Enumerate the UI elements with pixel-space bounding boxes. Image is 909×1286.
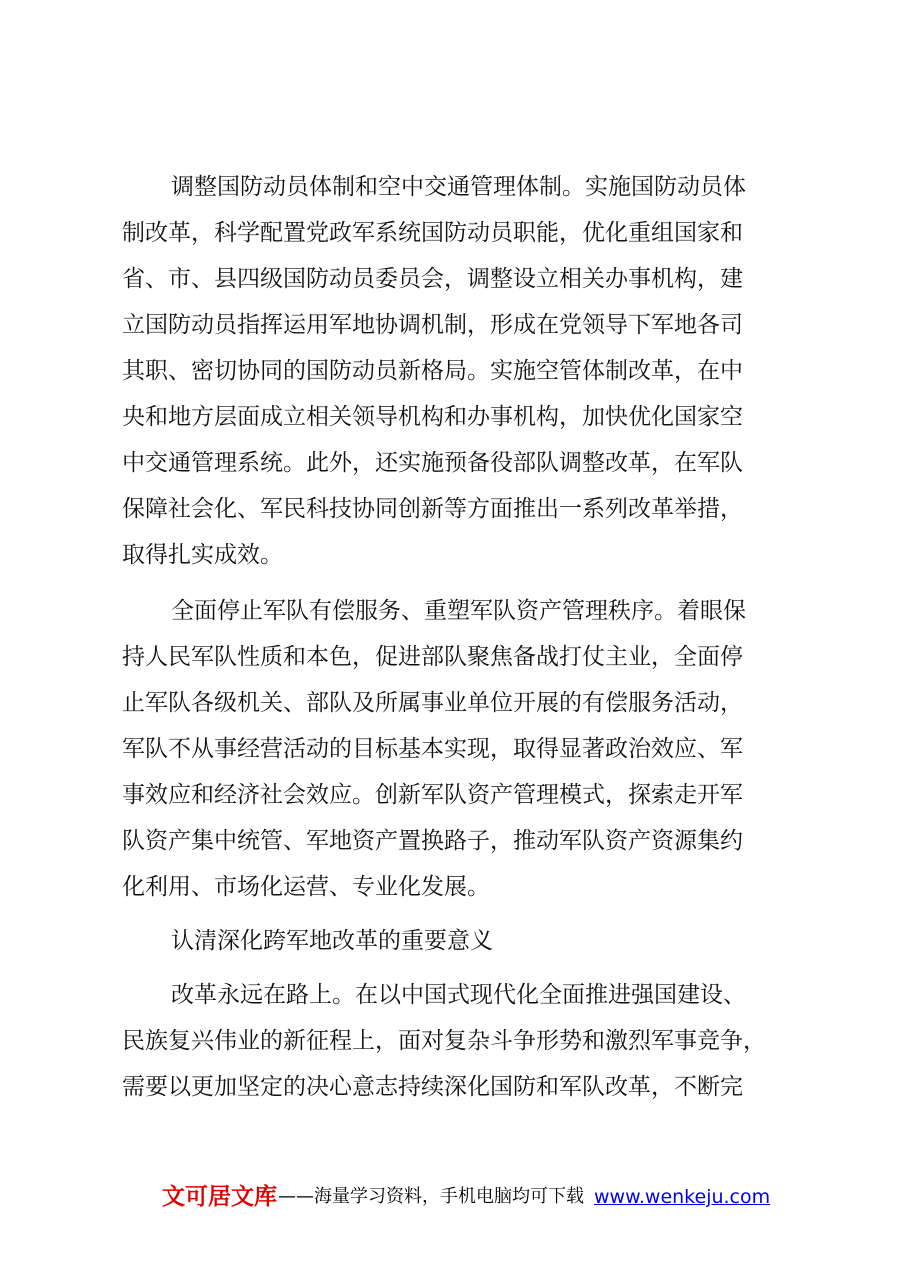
text-line: 其职、密切协同的国防动员新格局。实施空管体制改革，在中 xyxy=(122,358,743,384)
text-line: 省、市、县四级国防动员委员会，调整设立相关办事机构，建 xyxy=(122,266,743,292)
section-heading: 认清深化跨军地改革的重要意义 xyxy=(171,928,493,954)
text-line: 军队不从事经营活动的目标基本实现，取得显著政治效应、军 xyxy=(122,736,743,762)
footer-banner xyxy=(0,1180,909,1214)
text-line: 止军队各级机关、部队及所属事业单位开展的有偿服务活动， xyxy=(122,690,743,716)
text-line: 保障社会化、军民科技协同创新等方面推出一系列改革举措， xyxy=(122,496,743,522)
text-line: 民族复兴伟业的新征程上，面对复杂斗争形势和激烈军事竞争， xyxy=(122,1028,766,1054)
text-line: 持人民军队性质和本色，促进部队聚焦备战打仗主业，全面停 xyxy=(122,644,743,670)
website-link[interactable]: www.wenkeju.com xyxy=(594,1186,771,1208)
text-line: 央和地方层面成立相关领导机构和办事机构，加快优化国家空 xyxy=(122,404,743,430)
text-line: 改革永远在路上。在以中国式现代化全面推进强国建设、 xyxy=(171,982,746,1008)
brand-name: 文可居文库 xyxy=(162,1184,277,1210)
text-line: 立国防动员指挥运用军地协调机制，形成在党领导下军地各司 xyxy=(122,312,743,338)
footer-slogan: ——海量学习资料，手机电脑均可下载 xyxy=(278,1186,584,1207)
text-line: 事效应和经济社会效应。创新军队资产管理模式，探索走开军 xyxy=(122,782,743,808)
text-line: 调整国防动员体制和空中交通管理体制。实施国防动员体 xyxy=(171,174,746,200)
text-line: 中交通管理系统。此外，还实施预备役部队调整改革，在军队 xyxy=(122,450,743,476)
text-line: 取得扎实成效。 xyxy=(122,542,283,568)
text-line: 队资产集中统管、军地资产置换路子，推动军队资产资源集约 xyxy=(122,828,743,854)
text-line: 化利用、市场化运营、专业化发展。 xyxy=(122,874,490,900)
text-line: 制改革，科学配置党政军系统国防动员职能，优化重组国家和 xyxy=(122,220,743,246)
text-line: 需要以更加坚定的决心意志持续深化国防和军队改革，不断完 xyxy=(122,1074,743,1100)
text-line: 全面停止军队有偿服务、重塑军队资产管理秩序。着眼保 xyxy=(171,598,746,624)
